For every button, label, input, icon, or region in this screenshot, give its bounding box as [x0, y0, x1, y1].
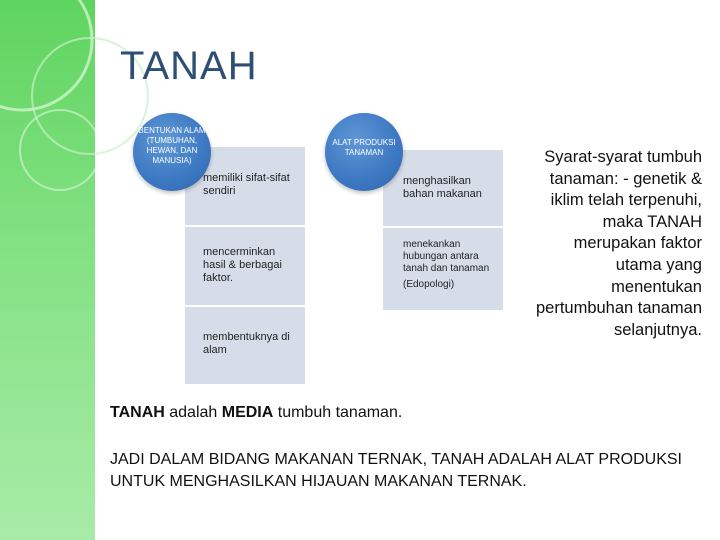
slide-title: TANAH	[120, 44, 258, 88]
left-panel	[185, 147, 305, 384]
circle-label: ALAT PRODUKSI TANAMAN	[332, 138, 396, 157]
decorative-green-band	[0, 0, 95, 540]
keyword-tanah: TANAH	[110, 404, 165, 421]
text-fragment: adalah	[164, 404, 222, 421]
left-panel-item: membentuknya di alam	[203, 331, 290, 356]
left-panel-item: memiliki sifat-sifat sendiri	[203, 172, 290, 197]
conclusion-statement: JADI DALAM BIDANG MAKANAN TERNAK, TANAH ADALAH ALAT PRODUKSI UNTUK MENGHASILKAN HIJAUAN MAKANAN TERNAK.	[110, 451, 682, 490]
left-panel-item: mencerminkan hasil & berbagai faktor.	[203, 246, 282, 284]
text-fragment: tumbuh tanaman.	[273, 404, 403, 421]
right-panel-item: menghasilkan bahan makanan	[403, 175, 482, 200]
circle-bentukan-alam	[133, 113, 211, 191]
media-statement	[110, 404, 402, 422]
right-panel-item: menekankan hubungan antara tanah dan tanaman	[403, 239, 490, 274]
circle-label: BENTUKAN ALAM (TUMBUHAN, HEWAN, DAN MANUSIA)	[138, 126, 206, 165]
right-panel-item: (Edopologi)	[403, 279, 455, 290]
side-description: Syarat-syarat tumbuh tanaman: - genetik & iklim telah terpenuhi, maka TANAH merupakan faktor utama yang menentukan pertumbuhan tanaman selanjutnya.	[535, 148, 702, 339]
keyword-media: MEDIA	[221, 404, 274, 421]
right-panel	[383, 150, 503, 310]
circle-alat-produksi	[325, 113, 403, 191]
